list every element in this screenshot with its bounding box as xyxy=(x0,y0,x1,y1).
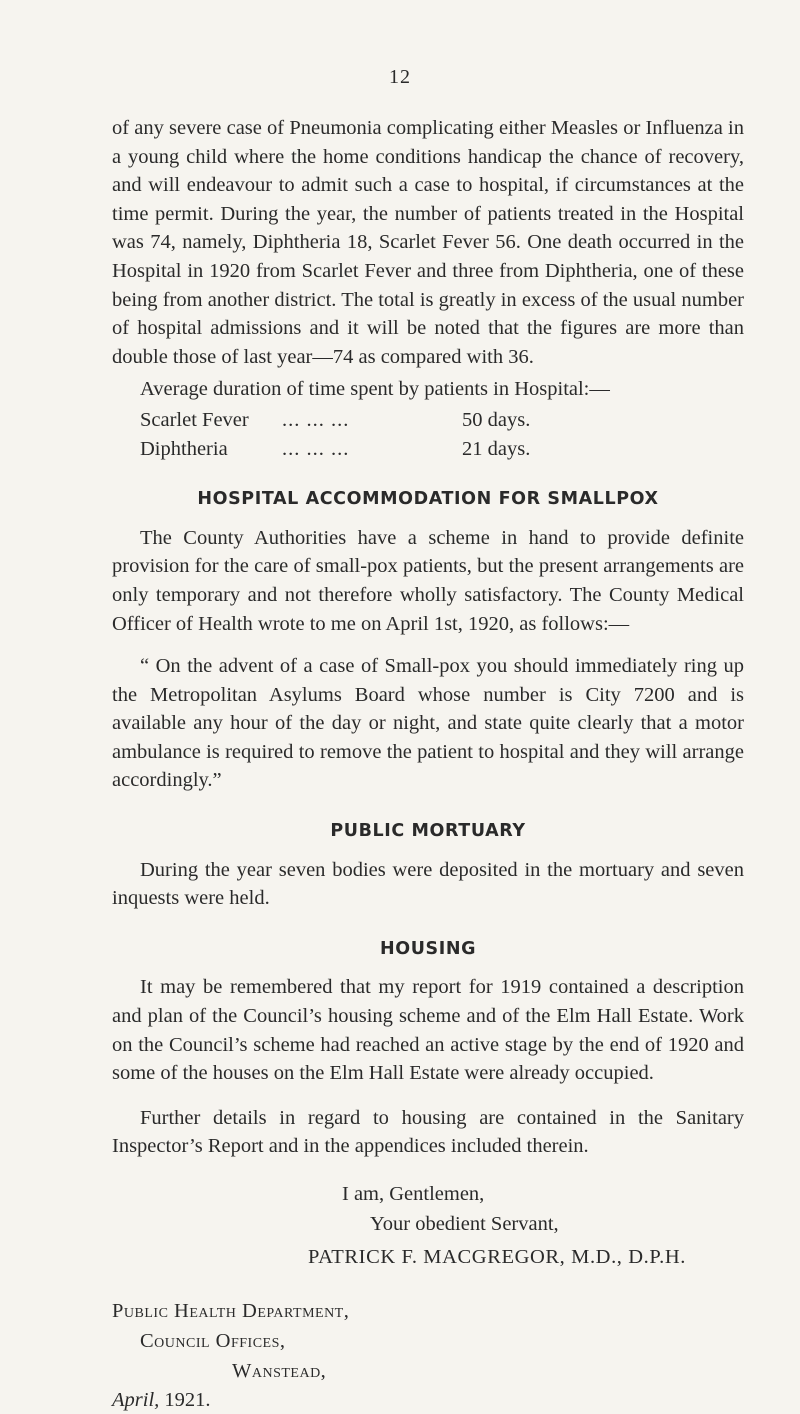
housing-heading: HOUSING xyxy=(379,938,477,959)
average-duration-heading: Average duration of time spent by patients in Hospital:— xyxy=(140,378,610,401)
table-row xyxy=(140,406,530,435)
date-month: April, xyxy=(112,1388,160,1411)
address-line-1: Public Health Department, xyxy=(112,1299,350,1322)
duration-value: 50 days. xyxy=(462,408,531,431)
address-line-3: Wanstead, xyxy=(232,1359,327,1382)
signature: PATRICK F. MACGREGOR, M.D., D.P.H. xyxy=(308,1246,686,1268)
disease-name: Diphtheria xyxy=(140,437,228,460)
address-line-2: Council Offices, xyxy=(140,1329,286,1352)
intro-paragraph: of any severe case of Pneumonia complicating either Measles or Influenza in a young child where the home conditions handicap the chance of recovery, and will endeavour to admit such a case to hospital, if circumstances at the time permit. During the year, the number of patients treated in the Hospital was 74, namely, Diphtheria 18, Scarlet Fever 56. One death occurred in the Hospital in 1920 from Scarlet Fever and three from Diphtheria, one of these being from another district. The total is greatly in excess of the usual number of hospital admissions and it will be noted that the figures are more than double those of last year—74 as compared with 36. xyxy=(112,117,744,368)
address-block xyxy=(112,1296,744,1386)
page-number: 12 xyxy=(389,66,411,88)
leader-dots: ... ... ... xyxy=(282,437,350,460)
document-body xyxy=(112,114,744,1414)
average-duration-table xyxy=(140,406,530,463)
date-line xyxy=(112,1386,744,1414)
housing-paragraph-2: Further details in regard to housing are contained in the Sanitary Inspector’s Report and in the appendices included therein. xyxy=(112,1106,744,1158)
valediction: Your obedient Servant, xyxy=(370,1213,559,1235)
leader-dots: ... ... ... xyxy=(282,408,350,431)
disease-name: Scarlet Fever xyxy=(140,408,249,431)
smallpox-quote: “ On the advent of a case of Small-pox you should immediately ring up the Metropolitan Asylums Board whose number is City 7200 and is available any hour of the day or night, and state quite clearly that a motor ambulance is required to remove the patient to hospital and they will arrange accordingly.” xyxy=(112,655,744,792)
smallpox-paragraph: The County Authorities have a scheme in hand to provide definite provision for the care of small-pox patients, but the present arrangements are only temporary and not therefore wholly satisfactory. The County Medical Officer of Health wrote to me on April 1st, 1920, as follows:— xyxy=(112,526,744,635)
mortuary-heading: PUBLIC MORTUARY xyxy=(330,821,526,842)
table-row xyxy=(140,435,530,464)
mortuary-paragraph: During the year seven bodies were deposited in the mortuary and seven inquests were held. xyxy=(112,858,744,910)
date-year: 1921. xyxy=(164,1388,211,1411)
salutation: I am, Gentlemen, xyxy=(342,1183,485,1205)
housing-paragraph-1: It may be remembered that my report for 1919 contained a description and plan of the Council’s housing scheme and of the Elm Hall Estate. Work on the Council’s scheme had reached an active stage by the end of 1920 and some of the houses on the Elm Hall Estate were already occupied. xyxy=(112,976,744,1085)
smallpox-heading: HOSPITAL ACCOMMODATION FOR SMALLPOX xyxy=(197,489,659,510)
duration-value: 21 days. xyxy=(462,437,531,460)
closing-block xyxy=(112,1179,744,1272)
